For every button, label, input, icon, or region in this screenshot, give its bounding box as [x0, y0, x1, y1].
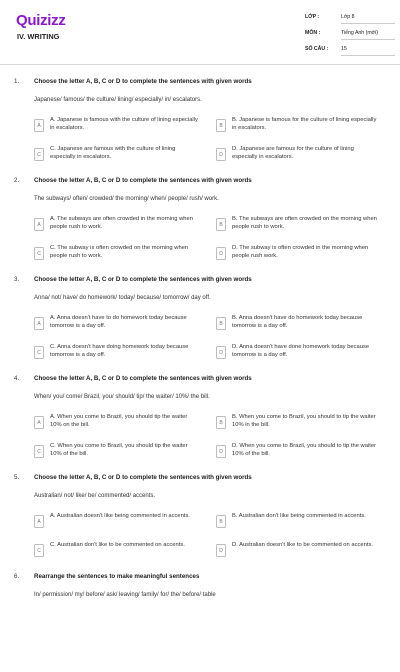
option-letter-box: C [34, 445, 44, 458]
option-text: B. When you come to Brazil, you should to tip the waiter 10% in the bill. [232, 414, 376, 429]
option-text: B. Anna doesn't have do homework today because tomorrow is a day off. [232, 315, 363, 330]
option-c[interactable] [34, 342, 194, 366]
header-divider [0, 64, 400, 65]
meta-label-class: LỚP : [305, 14, 320, 20]
question-prompt: Choose the letter A, B, C or D to complete the sentences with given words [34, 474, 252, 481]
question-2 [0, 177, 400, 276]
option-a[interactable] [34, 214, 194, 238]
option-text: D. Anna doesn't have done homework today because tomorrow is a day off. [232, 344, 370, 359]
option-a[interactable] [34, 313, 194, 337]
worksheet-meta [305, 14, 395, 62]
meta-row-class [305, 14, 395, 30]
option-letter-box: D [216, 148, 226, 161]
option-text: C. Anna doesn't have doing homework today because tomorrow is a day off. [50, 344, 189, 359]
option-c[interactable] [34, 144, 194, 168]
question-number: 2. [14, 177, 20, 184]
question-3 [0, 276, 400, 375]
option-letter-box: A [34, 119, 44, 132]
option-letter-box: B [216, 416, 226, 429]
brand-logo: Quizizz [16, 12, 66, 29]
option-b[interactable] [216, 313, 376, 337]
option-letter-box: B [216, 317, 226, 330]
option-d[interactable] [216, 342, 376, 366]
option-text: A. The subways are often crowded in the morning when people rush to work. [50, 216, 193, 231]
option-b[interactable] [216, 511, 376, 535]
given-words: Australian/ not/ like/ be/ commented/ accents. [34, 493, 156, 499]
option-text: C. When you come to Brazil, you should tip the waiter 10% of the bill. [50, 443, 188, 458]
option-letter-box: D [216, 544, 226, 557]
option-letter-box: C [34, 346, 44, 359]
option-text: A. Anna doesn't have to do homework today because tomorrow is a day off. [50, 315, 187, 330]
option-letter-box: C [34, 247, 44, 260]
option-letter-box: D [216, 346, 226, 359]
option-a[interactable] [34, 115, 198, 139]
option-letter-box: C [34, 148, 44, 161]
option-text: C. The subway is often crowded on the morning when people rush to work. [50, 245, 189, 260]
option-c[interactable] [34, 540, 194, 564]
question-prompt: Choose the letter A, B, C or D to complete the sentences with given words [34, 78, 252, 85]
given-words: Japanese/ famous/ the culture/ lining/ especially/ in/ escalators. [34, 97, 202, 103]
option-letter-box: B [216, 515, 226, 528]
option-letter-box: A [34, 416, 44, 429]
question-number: 1. [14, 78, 20, 85]
question-prompt: Choose the letter A, B, C or D to complete the sentences with given words [34, 276, 252, 283]
section-title: IV. WRITING [17, 32, 60, 41]
question-1 [0, 78, 400, 177]
option-c[interactable] [34, 441, 194, 465]
option-d[interactable] [216, 540, 376, 564]
option-text: D. Japanese are famous for the culture of lining especially in escalators. [232, 146, 354, 161]
option-a[interactable] [34, 511, 194, 535]
question-prompt: Rearrange the sentences to make meaningful sentences [34, 573, 200, 580]
given-words: The subways/ often/ crowded/ the morning/ when/ people/ rush/ work. [34, 196, 219, 202]
meta-label-subject: MÔN : [305, 30, 321, 36]
option-text: C. Australian don't like to be commented on accents. [50, 542, 185, 548]
option-d[interactable] [216, 243, 376, 267]
option-text: A. When you come to Brazil, you should tip the waiter 10% on the bill. [50, 414, 188, 429]
option-text: D. The subway is often crowded in the morning when people rush work. [232, 245, 369, 260]
option-letter-box: A [34, 317, 44, 330]
option-letter-box: B [216, 119, 226, 132]
question-6 [0, 573, 400, 672]
option-text: D. When you come to Brazil, you should to tip the waiter 10% of the bill. [232, 443, 377, 458]
meta-value-subject: Tiếng Anh (mới) [341, 30, 395, 40]
question-prompt: Choose the letter A, B, C or D to complete the sentences with given words [34, 177, 252, 184]
question-5 [0, 474, 400, 573]
option-text: B. Japanese is famous for the culture of lining especially in escalators. [232, 117, 377, 132]
option-letter-box: A [34, 515, 44, 528]
meta-row-subject [305, 30, 395, 46]
option-b[interactable] [216, 412, 376, 436]
option-text: D. Australian doesn't like to be commented on accents. [232, 542, 373, 548]
meta-value-class: Lớp 8 [341, 14, 395, 24]
option-c[interactable] [34, 243, 194, 267]
option-text: B. The subways are often crowded on the morning when people rush to work. [232, 216, 377, 231]
question-number: 3. [14, 276, 20, 283]
option-letter-box: B [216, 218, 226, 231]
question-list [0, 78, 400, 672]
option-letter-box: D [216, 445, 226, 458]
option-a[interactable] [34, 412, 194, 436]
option-b[interactable] [216, 214, 376, 238]
option-text: A. Australian doesn't like being commented in accents. [50, 513, 190, 519]
question-4 [0, 375, 400, 474]
meta-label-count: SỐ CÂU : [305, 46, 329, 52]
question-number: 5. [14, 474, 20, 481]
option-d[interactable] [216, 144, 376, 168]
given-words: Anna/ not/ have/ do homework/ today/ because/ tomorrow/ day off. [34, 295, 211, 301]
option-text: A. Japanese is famous with the culture of lining especially in escalators. [50, 117, 198, 132]
option-b[interactable] [216, 115, 376, 139]
meta-value-count: 15 [341, 46, 395, 56]
option-letter-box: D [216, 247, 226, 260]
question-prompt: Choose the letter A, B, C or D to complete the sentences with given words [34, 375, 252, 382]
option-letter-box: A [34, 218, 44, 231]
meta-row-count [305, 46, 395, 62]
question-number: 4. [14, 375, 20, 382]
option-d[interactable] [216, 441, 376, 465]
option-text: C. Japanese are famous with the culture of lining especially in escalators. [50, 146, 176, 161]
option-text: B. Australian don't like being commented in accents. [232, 513, 366, 519]
given-words: In/ permission/ my/ before/ ask/ leaving/ family/ for/ the/ before/ table [34, 592, 216, 598]
given-words: When/ you/ come/ Brazil, you/ should/ tip/ the waiter/ 10%/ the bill. [34, 394, 210, 400]
option-letter-box: C [34, 544, 44, 557]
question-number: 6. [14, 573, 20, 580]
